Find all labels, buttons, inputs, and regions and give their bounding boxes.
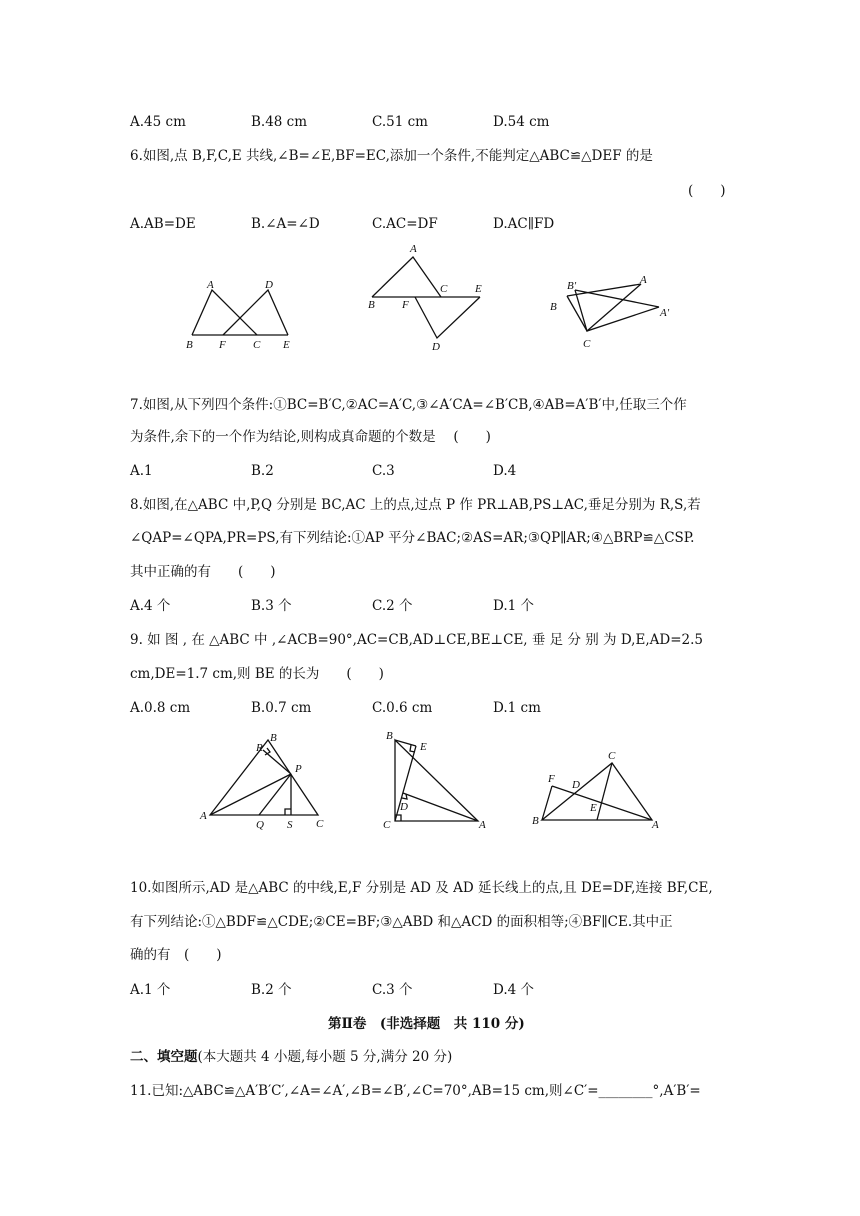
svg-text:Q: Q: [256, 819, 264, 831]
figure-q9-right-triangle: [378, 728, 493, 833]
svg-text:A: A: [410, 243, 417, 255]
q6-paren: ( ): [688, 183, 726, 199]
svg-text:B′: B′: [567, 280, 577, 292]
svg-text:A′: A′: [660, 307, 670, 319]
q9-text-line2: cm,DE=1.7 cm,则 BE 的长为 ( ): [130, 666, 384, 682]
svg-text:C: C: [316, 818, 324, 830]
q8-option-a: A.4 个: [130, 598, 171, 614]
svg-text:B: B: [368, 299, 375, 311]
q11-text: 11.已知:△ABC≌△A′B′C′,∠A=∠A′,∠B=∠B′,∠C=70°,AB=15 cm,则∠C′=________°,A′B′=: [130, 1083, 701, 1099]
q7-text-line1: 7.如图,从下列四个条件:①BC=B′C,②AC=A′C,③∠A′CA=∠B′CB,④AB=A′B′中,任取三个作: [130, 397, 687, 413]
figure-q8-triangle: [198, 728, 338, 833]
q6-option-a: A.AB=DE: [130, 216, 196, 232]
section-heading-label: 二、填空题: [130, 1049, 198, 1065]
q10-option-a: A.1 个: [130, 982, 171, 998]
section-title: 第Ⅱ卷 (非选择题 共 110 分): [328, 1016, 525, 1032]
q5-option-b: B.48 cm: [251, 114, 308, 130]
q10-option-c: C.3 个: [372, 982, 413, 998]
svg-text:A: A: [652, 819, 659, 831]
svg-text:E: E: [283, 339, 290, 351]
svg-text:A: A: [479, 819, 486, 831]
svg-text:B: B: [532, 815, 539, 827]
q7-option-b: B.2: [251, 463, 274, 479]
q8-option-c: C.2 个: [372, 598, 413, 614]
svg-text:C: C: [608, 750, 616, 762]
q6-option-c: C.AC=DF: [372, 216, 438, 232]
svg-text:C: C: [253, 339, 261, 351]
q8-option-d: D.1 个: [493, 598, 535, 614]
svg-text:D: D: [572, 779, 580, 791]
section-heading: [130, 1047, 452, 1067]
svg-text:E: E: [420, 741, 427, 753]
q9-option-d: D.1 cm: [493, 700, 541, 716]
svg-text:D: D: [400, 801, 408, 813]
q6-text: 6.如图,点 B,F,C,E 共线,∠B=∠E,BF=EC,添加一个条件,不能判定△ABC≌△DEF 的是: [130, 148, 653, 164]
svg-text:E: E: [590, 802, 597, 814]
svg-text:D: D: [265, 279, 273, 291]
q10-option-d: D.4 个: [493, 982, 535, 998]
q9-text-line1: 9. 如 图 , 在 △ABC 中 ,∠ACB=90°,AC=CB,AD⊥CE,BE⊥CE, 垂 足 分 别 为 D,E,AD=2.5: [130, 632, 703, 648]
q10-text-line3: 确的有 ( ): [130, 947, 222, 963]
figure-q7-rotated-triangles: [545, 272, 685, 352]
svg-text:B: B: [186, 339, 193, 351]
svg-text:A: A: [640, 274, 647, 286]
svg-text:A: A: [207, 279, 214, 291]
svg-text:P: P: [295, 763, 302, 775]
q8-option-b: B.3 个: [251, 598, 292, 614]
svg-text:F: F: [219, 339, 226, 351]
q10-text-line1: 10.如图所示,AD 是△ABC 的中线,E,F 分别是 AD 及 AD 延长线上的点,且 DE=DF,连接 BF,CE,: [130, 880, 713, 896]
svg-text:E: E: [475, 283, 482, 295]
q8-text-line1: 8.如图,在△ABC 中,P,Q 分别是 BC,AC 上的点,过点 P 作 PR⊥AB,PS⊥AC,垂足分别为 R,S,若: [130, 497, 701, 513]
svg-text:F: F: [402, 299, 409, 311]
q8-text-line2: ∠QAP=∠QPA,PR=PS,有下列结论:①AP 平分∠BAC;②AS=AR;③QP∥AR;④△BRP≌△CSP.: [130, 530, 695, 546]
q7-option-a: A.1: [130, 463, 153, 479]
q6-option-d: D.AC∥FD: [493, 216, 555, 232]
figure-q7-crossed-triangles: [362, 240, 497, 352]
svg-text:R: R: [256, 742, 263, 754]
section-heading-note: (本大题共 4 小题,每小题 5 分,满分 20 分): [197, 1049, 453, 1065]
svg-text:B: B: [386, 730, 393, 742]
q10-option-b: B.2 个: [251, 982, 292, 998]
svg-text:C: C: [440, 283, 448, 295]
svg-text:D: D: [432, 341, 440, 353]
q5-option-d: D.54 cm: [493, 114, 550, 130]
q9-option-a: A.0.8 cm: [130, 700, 191, 716]
svg-text:B: B: [270, 732, 277, 744]
svg-text:A: A: [200, 810, 207, 822]
svg-text:S: S: [287, 819, 293, 831]
figure-q6-triangles: [180, 275, 300, 355]
q7-text-line2: 为条件,余下的一个作为结论,则构成真命题的个数是 ( ): [130, 429, 491, 445]
q9-option-c: C.0.6 cm: [372, 700, 433, 716]
svg-text:B: B: [550, 301, 557, 313]
svg-text:F: F: [548, 773, 555, 785]
svg-text:C: C: [583, 338, 591, 350]
q5-option-c: C.51 cm: [372, 114, 428, 130]
q8-text-line3: 其中正确的有 ( ): [130, 564, 276, 580]
q7-option-c: C.3: [372, 463, 395, 479]
q5-option-a: A.45 cm: [130, 114, 186, 130]
q7-option-d: D.4: [493, 463, 517, 479]
q9-option-b: B.0.7 cm: [251, 700, 312, 716]
q6-option-b: B.∠A=∠D: [251, 216, 320, 232]
svg-text:C: C: [383, 819, 391, 831]
figure-q10-median: [530, 748, 670, 833]
q10-text-line2: 有下列结论:①△BDF≌△CDE;②CE=BF;③△ABD 和△ACD 的面积相等;④BF∥CE.其中正: [130, 914, 673, 930]
